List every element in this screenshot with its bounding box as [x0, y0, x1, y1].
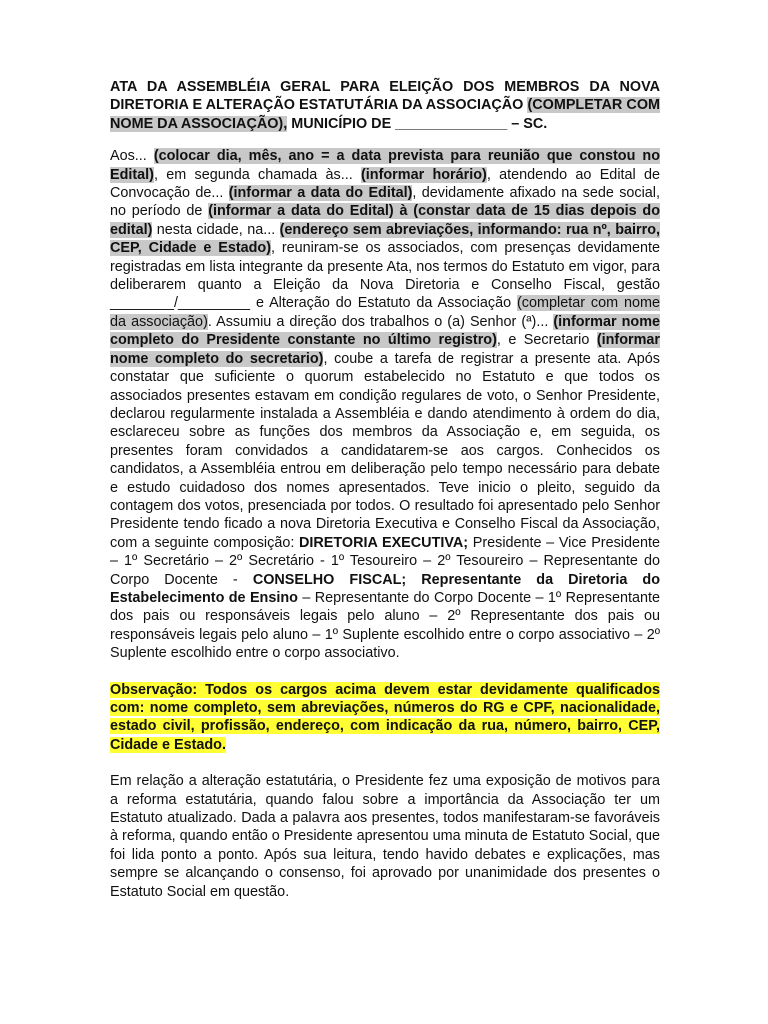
text-run: Presidente – Vice Presidente – 1º Secretário – 2º Secretário - 1º Tesoureiro – 2º Tesoureiro – Representante do Corpo Docente - — [110, 534, 661, 588]
placeholder-date: (colocar dia, mês, ano = a data prevista para reunião que constou no Edital) — [110, 148, 660, 183]
title-part: ATA DA ASSEMBLÉIA GERAL PARA ELEIÇÃO DOS MEMBROS DA NOVA DIRETORIA E ALTERAÇÃO ESTATUTÁRIA DA ASSOCIAÇÃO — [110, 79, 660, 114]
document-title — [110, 78, 660, 133]
text-run: . Assumiu a direção dos trabalhos o (a) Senhor (ª)... — [207, 313, 554, 330]
text-run: – Representante do Corpo Docente – 1º Representante dos pais ou responsáveis legais pelo aluno – 2º Representante dos pais ou responsáveis legais pelo aluno – 1º Suplente escolhido entre o corpo associativo – 2º Suplente escolhido entre o corpo associativo. — [110, 589, 660, 662]
text-run: , devidamente afixado na sede social, no período de — [110, 185, 660, 220]
title-part: – SC. — [507, 115, 548, 132]
text-run: Aos... — [110, 148, 154, 165]
title-placeholder-municipality: ______________ — [395, 115, 508, 132]
heading-conselho-fiscal: CONSELHO FISCAL; Representante da Diretoria do Estabelecimento de Ensino — [110, 571, 660, 606]
document-page — [110, 78, 660, 919]
placeholder-secretary-name: (informar nome completo do secretario) — [110, 332, 660, 367]
placeholder-time: (informar horário) — [361, 166, 487, 183]
paragraph-minutes — [110, 147, 660, 662]
text-run: , atendendo ao Edital de Convocação de... — [110, 166, 660, 202]
text-run: , e Secretario — [496, 332, 597, 349]
observation-highlight: Observação: Todos os cargos acima devem estar devidamente qualificados com: nome completo, sem abreviações, números do RG e CPF, nacionalidade, estado civil, profissão, endereço, com indicação da rua, número, bairro, CEP, Cidade e Estado. — [110, 681, 660, 753]
text-run: , reuniram-se os associados, com presenças devidamente registradas em lista integrante da presente Ata, nos termos do Estatuto em vigor, para deliberarem quanto a Eleição da Nova Diretoria e Conselho Fiscal, gestão ________/_________ e Alteração do Estatuto da Associação — [110, 240, 661, 312]
observation-note — [110, 681, 660, 755]
text-run: , em segunda chamada às... — [153, 166, 362, 183]
text-run: , coube a tarefa de registrar a presente ata. Após constatar que suficiente o quorum estabelecido no Estatuto e que todos os associados presentes estavam em condição regulares de voto, o Senhor Presidente, declarou regularmente instalada a Assembléia e dando atendimento à ordem do dia, esclareceu sobre as funções dos membros da Associação e, em seguida, os presentes foram convidados a candidatarem-se aos cargos. Conhecidos os candidatos, a Assembléia entrou em deliberação pelo tempo necessário para debate e estudo cuidadoso dos nomes apresentados. Teve inicio o pleito, seguido da contagem dos votos, presenciada por todos. O resultado foi apresentado pelo Senhor Presidente tendo ficado a nova Diretoria Executiva e Conselho Fiscal da Associação, com a seguinte composição: — [110, 350, 660, 551]
placeholder-period: (informar a data do Edital) à (constar data de 15 dias depois do edital) — [110, 203, 660, 238]
title-part: MUNICÍPIO DE — [287, 115, 396, 132]
placeholder-association-name: (completar com nome da associação) — [110, 295, 660, 330]
placeholder-address: (endereço sem abreviações, informando: rua nº, bairro, CEP, Cidade e Estado) — [110, 221, 660, 257]
placeholder-president-name: (informar nome completo do Presidente constante no último registro) — [110, 313, 660, 349]
text-run: nesta cidade, na... — [152, 221, 280, 238]
heading-diretoria-executiva: DIRETORIA EXECUTIVA; — [298, 534, 469, 551]
paragraph-statute-amendment: Em relação a alteração estatutária, o Presidente fez uma exposição de motivos para a reforma estatutária, quando falou sobre a importância da Associação ter um Estatuto atualizado. Dada a palavra aos presentes, todos manifestaram-se favoráveis à reforma, quando então o Presidente apresentou uma minuta de Estatuto Social, que foi lida ponto a ponto. Após sua leitura, tendo havido debates e explicações, mas sempre se alcançando o consenso, foi aprovado por unanimidade dos presentes o Estatuto Social em questão. — [110, 773, 660, 900]
placeholder-edital-date: (informar a data do Edital) — [228, 185, 413, 202]
title-placeholder-association: (COMPLETAR COM NOME DA ASSOCIAÇÃO), — [110, 97, 660, 132]
